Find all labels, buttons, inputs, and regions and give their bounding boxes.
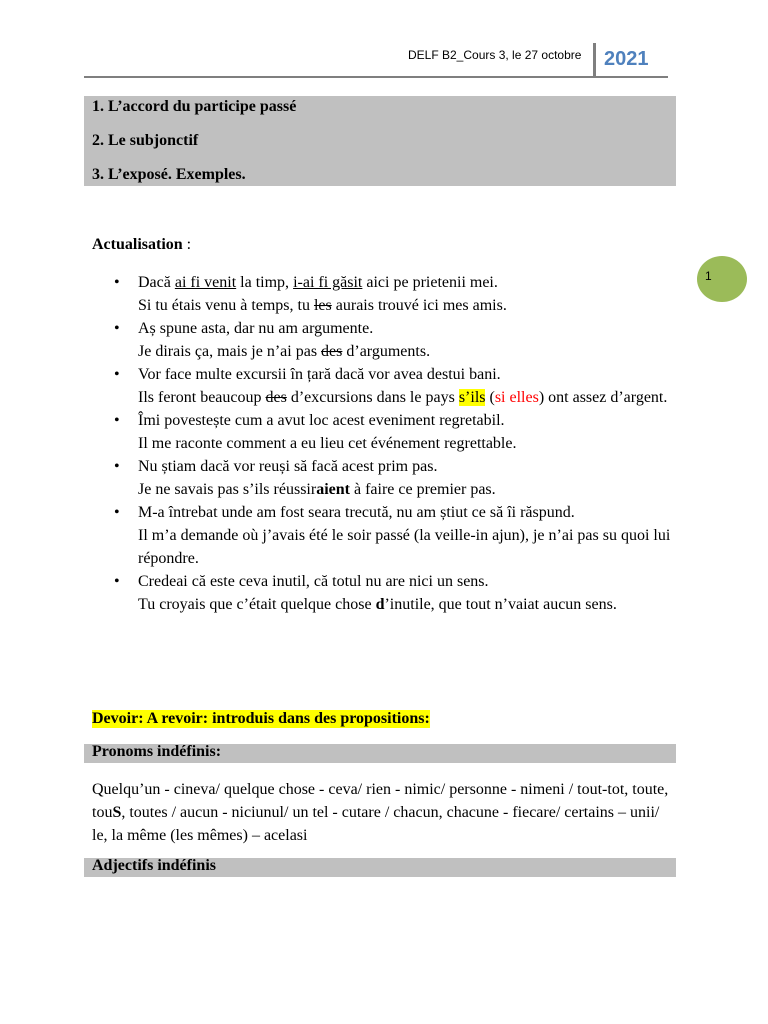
text-run: M-a întrebat unde am fost seara trecută, nu am știut ce să îi răspund. <box>138 504 575 521</box>
highlighted-word: s’ils <box>458 389 486 406</box>
text-run: Nu știam dacă vor reuși să facă acest prim pas. <box>138 458 438 475</box>
text-run: Il me raconte comment a eu lieu cet événement regrettable. <box>138 435 517 452</box>
example-2-fr <box>138 340 682 363</box>
text-run: Aș spune asta, dar nu am argumente. <box>138 320 374 337</box>
pronoms-band <box>84 744 676 763</box>
text-run: à faire ce premier pas. <box>349 481 496 498</box>
text-run: la timp, <box>236 274 294 291</box>
text-run: , toutes / aucun - niciunul/ un tel - cutare / chacun, chacune - fiecare/ certains – unii/ le, la même (les mêmes) – acelasi <box>92 804 660 844</box>
actualisation-title: Actualisation <box>92 236 183 253</box>
text-run: Il m’a demande où j’avais été le soir passé (la veille-in ajun), je n’ai pas su quoi lui répondre. <box>138 527 671 567</box>
page-number-badge <box>697 256 747 302</box>
underlined-verb: i-ai fi găsit <box>293 274 363 291</box>
text-run: Ils feront beaucoup <box>138 389 266 406</box>
struck-word: des <box>265 389 287 406</box>
bold-letter: d <box>375 596 385 613</box>
example-1-ro <box>138 271 682 294</box>
example-1-fr <box>138 294 682 317</box>
pronoms-text <box>92 778 676 847</box>
struck-word: des <box>321 343 343 360</box>
toc-item-3: 3. L’exposé. Exemples. <box>92 166 246 183</box>
text-run: Quelqu’un - cineva/ quelque chose - ceva/ rien - nimic/ personne - nimeni / tout-tot, toute, tou <box>92 781 669 821</box>
example-7-fr <box>138 593 682 616</box>
text-run: d’arguments. <box>342 343 431 360</box>
devoir-heading: Devoir: A revoir: introduis dans des propositions: <box>92 710 430 727</box>
toc-item-1: 1. L’accord du participe passé <box>92 98 297 115</box>
text-run: Si tu étais venu à temps, tu <box>138 297 314 314</box>
example-5 <box>92 455 682 501</box>
example-3 <box>92 363 682 409</box>
example-4 <box>92 409 682 455</box>
pronoms-title: Pronoms indéfinis: <box>92 743 222 760</box>
actualisation-heading <box>92 236 191 254</box>
example-7 <box>92 570 682 616</box>
example-6-ro <box>138 501 682 524</box>
text-run: Tu croyais que c’était quelque chose <box>138 596 376 613</box>
example-5-fr <box>138 478 682 501</box>
text-run: Je ne savais pas s’ils réussir <box>138 481 317 498</box>
course-header: DELF B2_Cours 3, le 27 octobre <box>408 48 582 62</box>
page-number: 1 <box>705 269 712 283</box>
example-3-fr <box>138 386 682 409</box>
header-year: 2021 <box>604 48 649 70</box>
header-rule <box>84 76 668 78</box>
examples-list <box>92 271 682 616</box>
example-6 <box>92 501 682 570</box>
text-run: ’inutile, que tout n’vaiat aucun sens. <box>384 596 617 613</box>
example-5-ro <box>138 455 682 478</box>
example-4-ro <box>138 409 682 432</box>
bold-ending: aient <box>316 481 350 498</box>
example-4-fr <box>138 432 682 455</box>
text-run: aurais trouvé ici mes amis. <box>331 297 507 314</box>
red-word: si elles <box>494 389 539 406</box>
text-run: Je dirais ça, mais je n’ai pas <box>138 343 322 360</box>
toc-item-2: 2. Le subjonctif <box>92 132 199 149</box>
bold-letter: S <box>112 804 122 821</box>
underlined-verb: ai fi venit <box>174 274 237 291</box>
example-6-fr <box>138 524 682 570</box>
header-divider <box>593 43 596 78</box>
example-7-ro <box>138 570 682 593</box>
example-2-ro <box>138 317 682 340</box>
example-3-ro <box>138 363 682 386</box>
struck-word: les <box>313 297 332 314</box>
text-run: Dacă <box>138 274 175 291</box>
adjectifs-band <box>84 858 676 877</box>
toc-box <box>84 96 676 186</box>
text-run: Credeai că este ceva inutil, că totul nu are nici un sens. <box>138 573 489 590</box>
text-run: aici pe prietenii mei. <box>362 274 498 291</box>
text-run: Îmi povestește cum a avut loc acest eveniment regretabil. <box>138 412 505 429</box>
actualisation-colon: : <box>182 236 192 253</box>
example-1 <box>92 271 682 317</box>
text-run: ( <box>485 389 495 406</box>
text-run: ) ont assez d’argent. <box>538 389 668 406</box>
adjectifs-title: Adjectifs indéfinis <box>92 857 216 874</box>
text-run: Vor face multe excursii în țară dacă vor avea destui bani. <box>138 366 501 383</box>
text-run: d’excursions dans le pays <box>286 389 459 406</box>
example-2 <box>92 317 682 363</box>
